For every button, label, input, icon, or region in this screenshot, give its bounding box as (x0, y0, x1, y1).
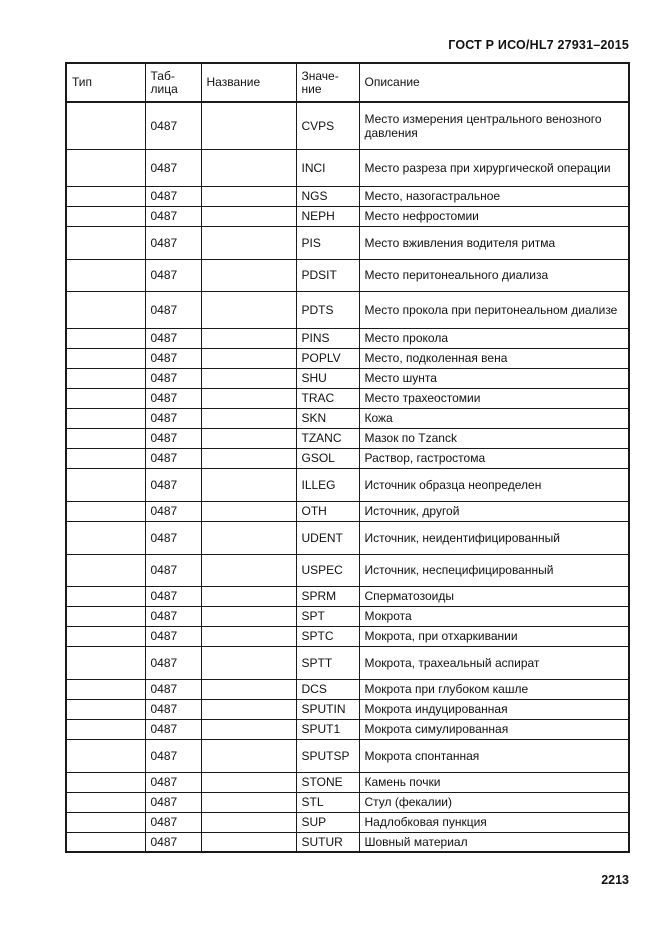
cell-value: USPEC (296, 554, 359, 586)
cell-type (66, 699, 145, 719)
cell-table: 0487 (145, 792, 201, 812)
cell-table: 0487 (145, 646, 201, 679)
table-row (66, 739, 629, 772)
cell-table: 0487 (145, 149, 201, 186)
cell-description: Место перитонеального диализа (359, 259, 629, 291)
cell-description: Мокрота (359, 606, 629, 626)
cell-type (66, 501, 145, 521)
cell-description: Источник, неспецифицированный (359, 554, 629, 586)
col-header-type: Тип (66, 63, 145, 102)
cell-value: ILLEG (296, 468, 359, 501)
table-row (66, 328, 629, 348)
table-row (66, 259, 629, 291)
cell-type (66, 679, 145, 699)
table-row (66, 554, 629, 586)
cell-type (66, 772, 145, 792)
cell-type (66, 812, 145, 832)
table-row (66, 149, 629, 186)
cell-table: 0487 (145, 206, 201, 226)
cell-description: Место прокола (359, 328, 629, 348)
cell-table: 0487 (145, 291, 201, 328)
cell-type (66, 832, 145, 852)
cell-type (66, 554, 145, 586)
cell-name (201, 428, 296, 448)
cell-name (201, 388, 296, 408)
cell-table: 0487 (145, 348, 201, 368)
cell-type (66, 291, 145, 328)
table-row (66, 206, 629, 226)
table-row (66, 606, 629, 626)
cell-value: SPUTIN (296, 699, 359, 719)
cell-table: 0487 (145, 699, 201, 719)
cell-value: SUTUR (296, 832, 359, 852)
cell-table: 0487 (145, 719, 201, 739)
cell-description: Место нефростомии (359, 206, 629, 226)
table-row (66, 699, 629, 719)
cell-type (66, 408, 145, 428)
cell-value: SPTC (296, 626, 359, 646)
cell-value: GSOL (296, 448, 359, 468)
cell-name (201, 226, 296, 259)
table-row (66, 408, 629, 428)
table-row (66, 448, 629, 468)
cell-value: TZANC (296, 428, 359, 448)
table-row (66, 348, 629, 368)
cell-value: STL (296, 792, 359, 812)
cell-table: 0487 (145, 832, 201, 852)
cell-description: Мокрота индуцированная (359, 699, 629, 719)
cell-description: Источник образца неопределен (359, 468, 629, 501)
cell-description: Место прокола при перитонеальном диализе (359, 291, 629, 328)
cell-table: 0487 (145, 186, 201, 206)
cell-name (201, 606, 296, 626)
table-header (66, 63, 629, 102)
cell-value: PINS (296, 328, 359, 348)
cell-description: Место трахеостомии (359, 388, 629, 408)
cell-name (201, 719, 296, 739)
cell-value: PDSIT (296, 259, 359, 291)
cell-name (201, 501, 296, 521)
cell-type (66, 149, 145, 186)
cell-value: SPUTSP (296, 739, 359, 772)
table-row (66, 102, 629, 149)
cell-type (66, 586, 145, 606)
cell-type (66, 388, 145, 408)
cell-value: SPT (296, 606, 359, 626)
cell-table: 0487 (145, 428, 201, 448)
document-header: ГОСТ Р ИСО/HL7 27931–2015 (448, 38, 629, 52)
cell-value: SUP (296, 812, 359, 832)
cell-type (66, 448, 145, 468)
cell-type (66, 186, 145, 206)
cell-name (201, 368, 296, 388)
col-header-description: Описание (359, 63, 629, 102)
cell-name (201, 468, 296, 501)
cell-table: 0487 (145, 554, 201, 586)
table-row (66, 812, 629, 832)
cell-name (201, 448, 296, 468)
cell-value: INCI (296, 149, 359, 186)
cell-type (66, 102, 145, 149)
table-row (66, 501, 629, 521)
cell-type (66, 206, 145, 226)
cell-table: 0487 (145, 606, 201, 626)
cell-description: Мокрота спонтанная (359, 739, 629, 772)
cell-name (201, 679, 296, 699)
col-header-table: Таб- лица (145, 63, 201, 102)
cell-type (66, 428, 145, 448)
cell-name (201, 699, 296, 719)
table-row (66, 626, 629, 646)
cell-type (66, 468, 145, 501)
cell-name (201, 328, 296, 348)
cell-name (201, 348, 296, 368)
cell-name (201, 102, 296, 149)
cell-type (66, 259, 145, 291)
cell-description: Сперматозоиды (359, 586, 629, 606)
cell-name (201, 186, 296, 206)
cell-table: 0487 (145, 226, 201, 259)
cell-name (201, 832, 296, 852)
cell-table: 0487 (145, 368, 201, 388)
cell-value: UDENT (296, 521, 359, 554)
table-row (66, 388, 629, 408)
col-header-value: Значе- ние (296, 63, 359, 102)
cell-value: SPTT (296, 646, 359, 679)
cell-table: 0487 (145, 586, 201, 606)
cell-description: Мазок по Tzanck (359, 428, 629, 448)
cell-description: Кожа (359, 408, 629, 428)
table-body (66, 102, 629, 852)
cell-table: 0487 (145, 501, 201, 521)
cell-value: SHU (296, 368, 359, 388)
table-row (66, 646, 629, 679)
cell-name (201, 739, 296, 772)
table-row (66, 832, 629, 852)
cell-value: POPLV (296, 348, 359, 368)
cell-value: NEPH (296, 206, 359, 226)
cell-type (66, 606, 145, 626)
cell-table: 0487 (145, 259, 201, 291)
cell-name (201, 792, 296, 812)
table-row (66, 679, 629, 699)
table-row (66, 468, 629, 501)
cell-type (66, 739, 145, 772)
cell-type (66, 328, 145, 348)
cell-name (201, 521, 296, 554)
cell-table: 0487 (145, 408, 201, 428)
cell-table: 0487 (145, 102, 201, 149)
table-row (66, 428, 629, 448)
cell-description: Раствор, гастростома (359, 448, 629, 468)
table-row (66, 792, 629, 812)
table-row (66, 772, 629, 792)
cell-value: SKN (296, 408, 359, 428)
table-row (66, 719, 629, 739)
cell-type (66, 368, 145, 388)
code-table (65, 62, 630, 853)
cell-table: 0487 (145, 739, 201, 772)
table-row (66, 291, 629, 328)
cell-table: 0487 (145, 468, 201, 501)
cell-description: Место шунта (359, 368, 629, 388)
cell-table: 0487 (145, 626, 201, 646)
cell-table: 0487 (145, 679, 201, 699)
table-row (66, 521, 629, 554)
cell-type (66, 792, 145, 812)
cell-description: Мокрота симулированная (359, 719, 629, 739)
cell-description: Место, назогастральное (359, 186, 629, 206)
cell-value: PDTS (296, 291, 359, 328)
cell-description: Надлобковая пункция (359, 812, 629, 832)
cell-value: CVPS (296, 102, 359, 149)
cell-description: Место измерения центрального венозного давления (359, 102, 629, 149)
cell-name (201, 812, 296, 832)
cell-description: Стул (фекалии) (359, 792, 629, 812)
cell-description: Место вживления водителя ритма (359, 226, 629, 259)
cell-description: Мокрота, трахеальный аспират (359, 646, 629, 679)
cell-type (66, 719, 145, 739)
cell-type (66, 646, 145, 679)
cell-name (201, 291, 296, 328)
cell-name (201, 259, 296, 291)
cell-description: Шовный материал (359, 832, 629, 852)
cell-name (201, 149, 296, 186)
cell-description: Место, подколенная вена (359, 348, 629, 368)
cell-table: 0487 (145, 521, 201, 554)
cell-value: DCS (296, 679, 359, 699)
cell-name (201, 206, 296, 226)
cell-description: Камень почки (359, 772, 629, 792)
cell-name (201, 408, 296, 428)
table-row (66, 368, 629, 388)
cell-value: SPUT1 (296, 719, 359, 739)
cell-description: Источник, другой (359, 501, 629, 521)
cell-table: 0487 (145, 812, 201, 832)
cell-table: 0487 (145, 772, 201, 792)
cell-name (201, 626, 296, 646)
cell-name (201, 646, 296, 679)
cell-description: Мокрота при глубоком кашле (359, 679, 629, 699)
cell-type (66, 626, 145, 646)
cell-type (66, 521, 145, 554)
cell-value: NGS (296, 186, 359, 206)
table-row (66, 186, 629, 206)
table-row (66, 586, 629, 606)
cell-name (201, 772, 296, 792)
col-header-name: Название (201, 63, 296, 102)
cell-table: 0487 (145, 388, 201, 408)
cell-type (66, 226, 145, 259)
cell-type (66, 348, 145, 368)
cell-value: OTH (296, 501, 359, 521)
cell-value: STONE (296, 772, 359, 792)
cell-table: 0487 (145, 328, 201, 348)
page-number: 2213 (601, 873, 629, 887)
cell-name (201, 554, 296, 586)
cell-value: PIS (296, 226, 359, 259)
cell-description: Мокрота, при отхаркивании (359, 626, 629, 646)
cell-table: 0487 (145, 448, 201, 468)
cell-name (201, 586, 296, 606)
cell-value: SPRM (296, 586, 359, 606)
cell-description: Место разреза при хирургической операции (359, 149, 629, 186)
cell-description: Источник, неидентифицированный (359, 521, 629, 554)
table-row (66, 226, 629, 259)
cell-value: TRAC (296, 388, 359, 408)
